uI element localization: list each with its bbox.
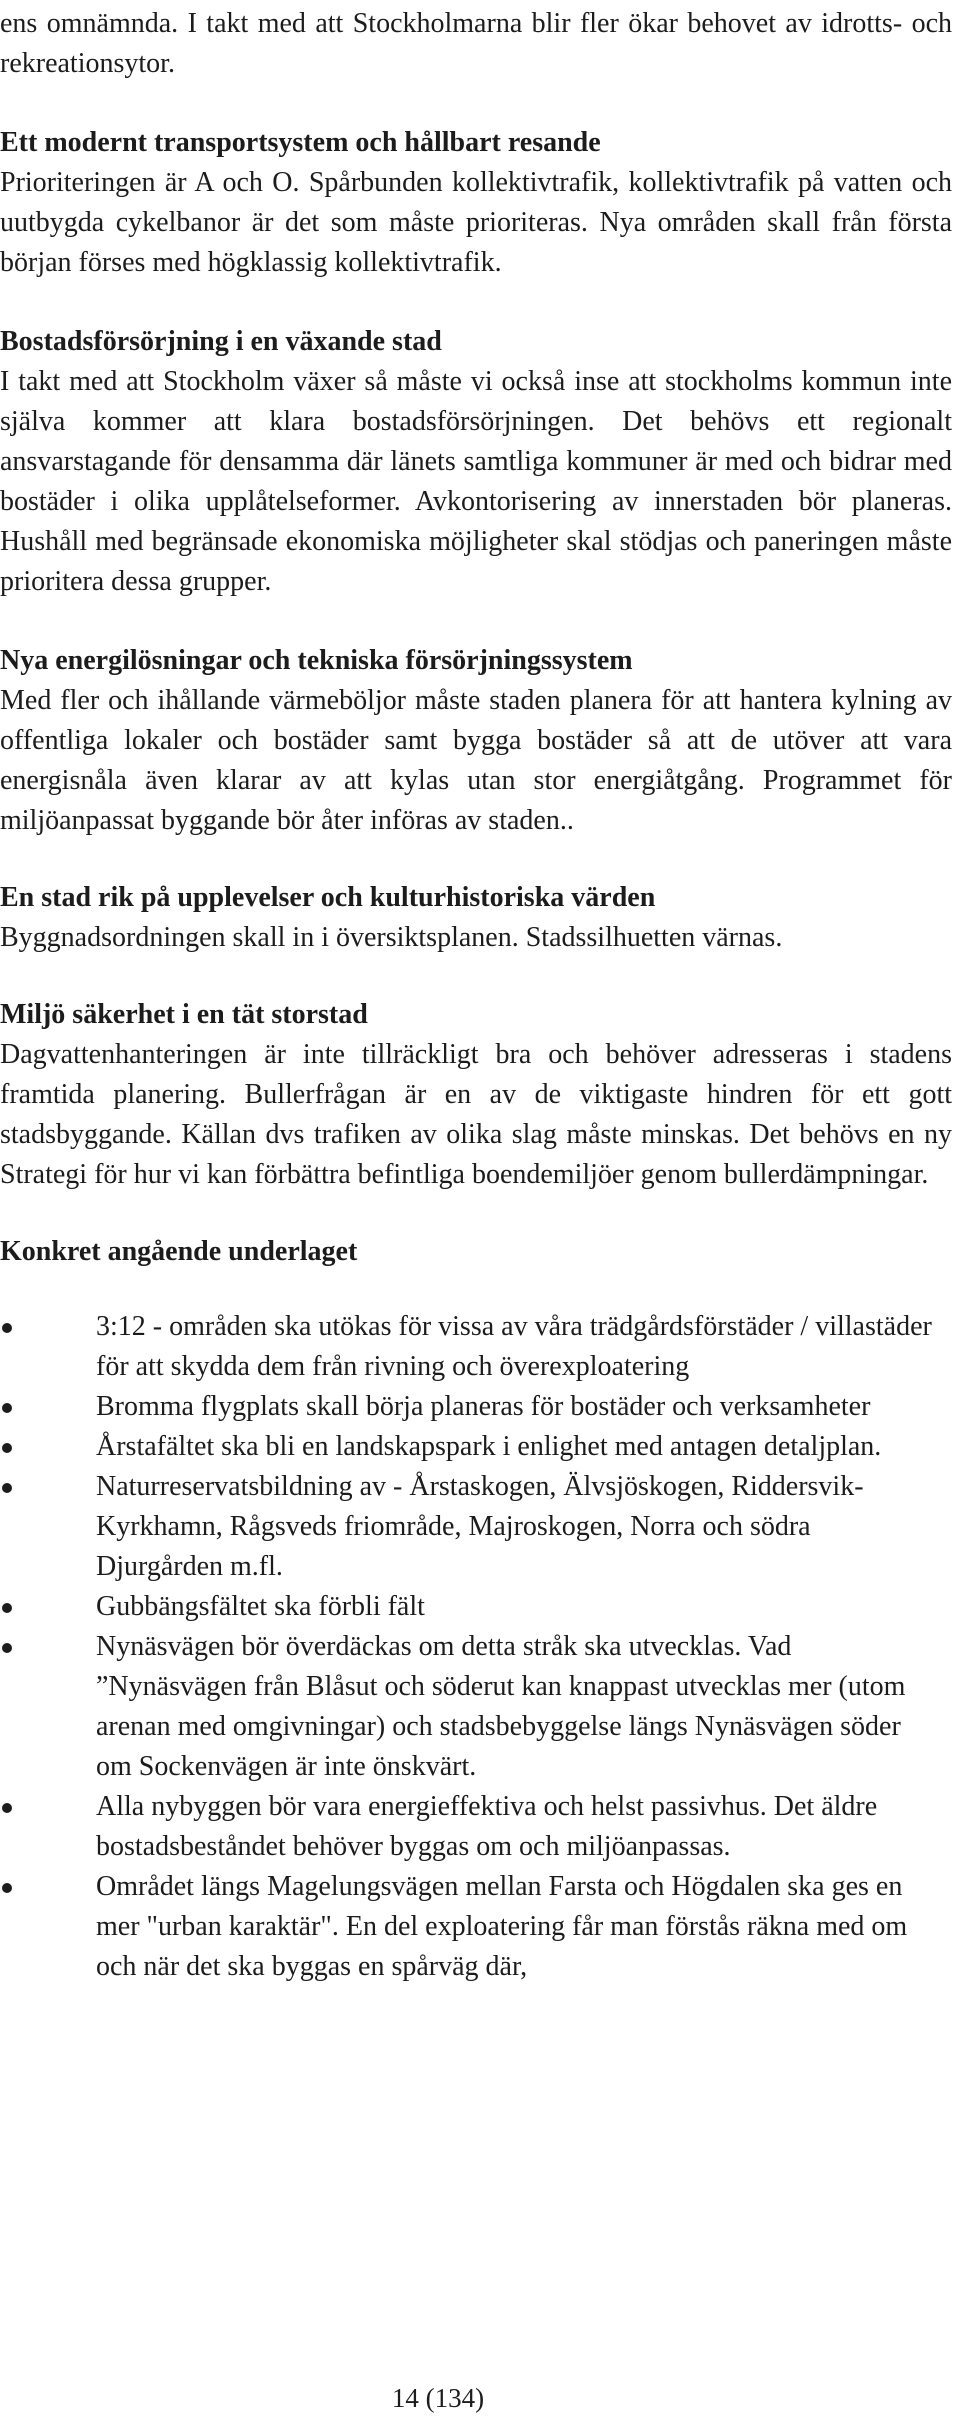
- underlag-heading: Konkret angående underlaget: [0, 1236, 358, 1267]
- list-item-text: Alla nybyggen bör vara energieffektiva och helst passivhus. Det äldre bostadsbeståndet behöver byggas om och miljöanpassas.: [96, 1791, 878, 1862]
- bullet-icon: [2, 1483, 12, 1493]
- list-item-text: 3:12 - områden ska utökas för vissa av våra trädgårdsförstäder / villastäder för att skydda dem från rivning och överexploatering: [96, 1311, 932, 1382]
- spacer: [0, 283, 952, 322]
- section-heading-kultur: En stad rik på upplevelser och kulturhistoriska värden: [0, 882, 656, 913]
- bullet-icon: [2, 1803, 12, 1813]
- list-item: [0, 1787, 952, 1867]
- spacer: [0, 1195, 952, 1232]
- section-body-miljo: Dagvattenhanteringen är inte tillräckligt bra och behöver adresseras i stadens framtida planering. Bullerfrågan är en av de viktigaste hindren för ett gott stadsbyggande. Källan dvs trafiken av olika slag måste minskas. Det behövs en ny Strategi för hur vi kan förbättra befintliga boendemiljöer genom bullerdämpningar.: [0, 1039, 952, 1190]
- list-item-text: Området längs Magelungsvägen mellan Farsta och Högdalen ska ges en mer "urban karaktär". En del exploatering får man förstås räkna med om och när det ska byggas en spårväg där,: [96, 1871, 908, 1982]
- list-item-text: Årstafältet ska bli en landskapspark i enlighet med antagen detaljplan.: [96, 1431, 882, 1462]
- spacer: [0, 84, 952, 123]
- page-content: [0, 4, 952, 1987]
- section-body-transport: Prioriteringen är A och O. Spårbunden kollektivtrafik, kollektivtrafik på vatten och uutbygda cykelbanor är det som måste prioriteras. Nya områden skall från första början förses med högklassig kollektivtrafik.: [0, 167, 952, 278]
- section-heading-energi: Nya energilösningar och tekniska försörjningssystem: [0, 645, 633, 676]
- section-heading-transport: Ett modernt transportsystem och hållbart resande: [0, 127, 601, 158]
- list-item: [0, 1467, 952, 1587]
- spacer: [0, 602, 952, 641]
- list-item: [0, 1387, 952, 1427]
- list-item: [0, 1867, 952, 1987]
- list-item-text: Naturreservatsbildning av - Årstaskogen, Älvsjöskogen, Riddersvik-Kyrkhamn, Rågsveds friområde, Majroskogen, Norra och södra Djurgården m.fl.: [96, 1471, 864, 1582]
- list-item: [0, 1587, 952, 1627]
- bullet-icon: [2, 1443, 12, 1453]
- spacer: [0, 1272, 952, 1307]
- bullet-icon: [2, 1323, 12, 1333]
- list-item: [0, 1627, 952, 1787]
- bullet-icon: [2, 1643, 12, 1653]
- list-item-text: Bromma flygplats skall börja planeras för bostäder och verksamheter: [96, 1391, 871, 1422]
- section-body-bostad: I takt med att Stockholm växer så måste vi också inse att stockholms kommun inte själva kommer att klara bostadsförsörjningen. Det behövs ett regionalt ansvarstagande för densamma där länets samtliga kommuner är med och bidrar med bostäder i olika upplåtelseformer. Avkontorisering av innerstaden bör planeras. Hushåll med begränsade ekonomiska möjligheter skal stödjas och paneringen måste prioritera dessa grupper.: [0, 366, 952, 597]
- section-heading-miljo: Miljö säkerhet i en tät storstad: [0, 999, 368, 1030]
- spacer: [0, 958, 952, 995]
- bullet-icon: [2, 1603, 12, 1613]
- spacer: [0, 841, 952, 878]
- section-heading-bostad: Bostadsförsörjning i en växande stad: [0, 326, 442, 357]
- bullet-icon: [2, 1403, 12, 1413]
- page-number: 14 (134): [391, 2383, 485, 2413]
- section-body-energi: Med fler och ihållande värmeböljor måste staden planera för att hantera kylning av offentliga lokaler och bostäder samt bygga bostäder så att de utöver att vara energisnåla även klarar av att kylas utan stor energiåtgång. Programmet för miljöanpassat byggande bör åter införas av staden..: [0, 685, 952, 836]
- section-body-kultur: Byggnadsordningen skall in i översiktsplanen. Stadssilhuetten värnas.: [0, 922, 783, 953]
- bullet-icon: [2, 1883, 12, 1893]
- intro-paragraph: ens omnämnda. I takt med att Stockholmarna blir fler ökar behovet av idrotts- och rekreationsytor.: [0, 8, 952, 79]
- list-item: [0, 1307, 952, 1387]
- underlag-list: [0, 1307, 952, 1987]
- list-item-text: Gubbängsfältet ska förbli fält: [96, 1591, 425, 1622]
- list-item-text: Nynäsvägen bör överdäckas om detta stråk ska utvecklas. Vad ”Nynäsvägen från Blåsut och söderut kan knappast utvecklas mer (utom arenan med omgivningar) och stadsbebyggelse längs Nynäsvägen söder om Sockenvägen är inte önskvärt.: [96, 1631, 906, 1782]
- list-item: [0, 1427, 952, 1467]
